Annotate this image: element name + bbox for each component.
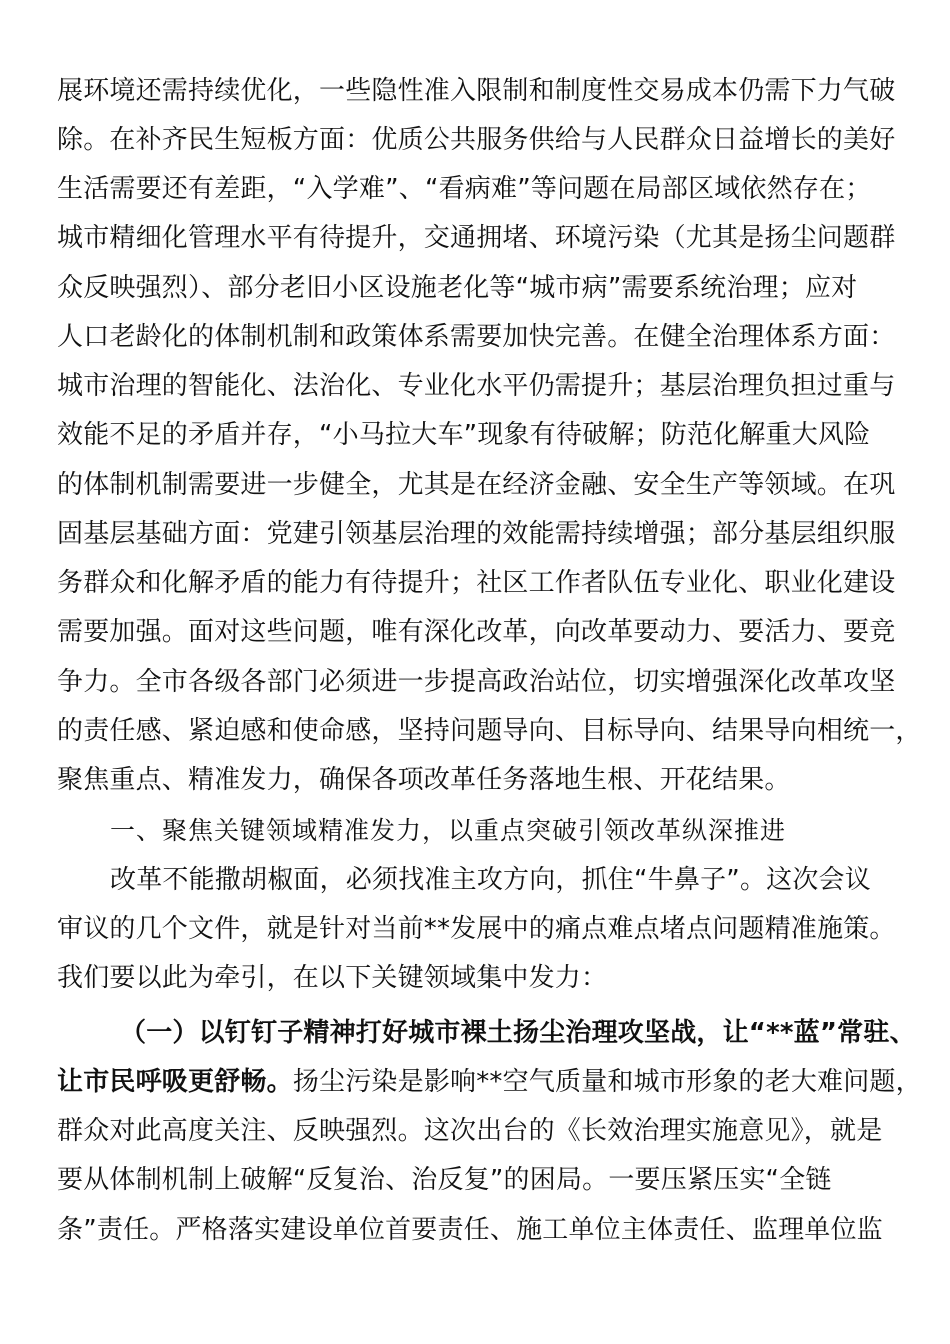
body-line: 的体制机制需要进一步健全，尤其是在经济金融、安全生产等领域。在巩 [57,470,896,500]
body-line: 城市治理的智能化、法治化、专业化水平仍需提升；基层治理负担过重与 [57,371,896,401]
subsection-heading: （一）以钉钉子精神打好城市裸土扬尘治理攻坚战，让“**蓝”常驻、 [120,1018,916,1048]
body-line: 效能不足的矛盾并存，“小马拉大车”现象有待破解；防范化解重大风险 [57,420,871,450]
body-line: 众反映强烈）、部分老旧小区设施老化等“城市病”需要系统治理；应对 [57,273,858,303]
body-line: 要从体制机制上破解“反复治、治反复”的困局。一要压紧压实“全链 [57,1165,832,1195]
body-line: 务群众和化解矛盾的能力有待提升；社区工作者队伍专业化、职业化建设 [57,568,896,598]
body-line: 群众对此高度关注、反映强烈。这次出台的《长效治理实施意见》，就是 [57,1116,883,1146]
body-text: 扬尘污染是影响**空气质量和城市形象的老大难问题， [292,1067,922,1097]
body-line: 条”责任。严格落实建设单位首要责任、施工单位主体责任、监理单位监 [57,1215,883,1245]
section-heading: 一、聚焦关键领域精准发力，以重点突破引领改革纵深推进 [110,816,787,845]
body-line: 生活需要还有差距，“入学难”、“看病难”等问题在局部区域依然存在； [57,174,872,204]
body-line: 需要加强。面对这些问题，唯有深化改革，向改革要动力、要活力、要竞 [57,617,896,647]
body-line: 人口老龄化的体制机制和政策体系需要加快完善。在健全治理体系方面： [57,322,896,352]
body-line-mixed [57,1064,922,1100]
body-line: 固基层基础方面：党建引领基层治理的效能需持续增强；部分基层组织服 [57,519,896,549]
body-line: 聚焦重点、精准发力，确保各项改革任务落地生根、开花结果。 [57,765,791,795]
body-line: 改革不能撒胡椒面，必须找准主攻方向，抓住“牛鼻子”。这次会议 [110,865,871,895]
body-line: 争力。全市各级各部门必须进一步提高政治站位，切实增强深化改革攻坚 [57,667,896,697]
body-line: 审议的几个文件，就是针对当前**发展中的痛点难点堵点问题精准施策。 [57,914,896,944]
body-line: 的责任感、紧迫感和使命感，坚持问题导向、目标导向、结果导向相统一， [57,716,922,746]
body-line: 我们要以此为牵引，在以下关键领域集中发力： [57,963,608,993]
body-line: 展环境还需持续优化，一些隐性准入限制和制度性交易成本仍需下力气破 [57,76,896,106]
subsection-heading-end: 让市民呼吸更舒畅。 [57,1067,293,1097]
body-line: 除。在补齐民生短板方面：优质公共服务供给与人民群众日益增长的美好 [57,125,896,155]
body-line: 城市精细化管理水平有待提升，交通拥堵、环境污染（尤其是扬尘问题群 [57,223,896,253]
